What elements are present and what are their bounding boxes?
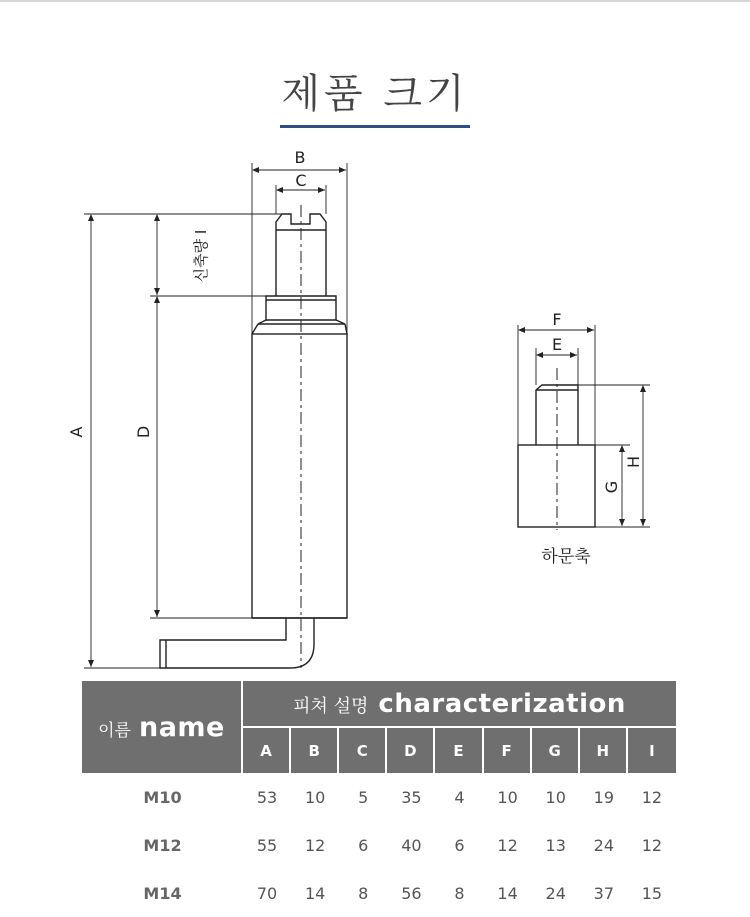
label-A: A [67, 426, 86, 438]
table-row [82, 773, 676, 821]
name-header-prefix: 이름 [98, 720, 131, 741]
char-header-prefix: 피쳐 설명 [293, 695, 369, 717]
column-header: A [243, 728, 291, 773]
table-cell: 12 [641, 835, 663, 855]
column-header: C [339, 728, 387, 773]
label-H: H [624, 455, 643, 469]
table-body [82, 773, 676, 917]
table-cell: 12 [304, 835, 326, 855]
table-cell: 15 [641, 883, 663, 903]
table-cell: 14 [304, 883, 326, 903]
row-name: M12 [143, 835, 182, 855]
table-cell: 10 [545, 787, 566, 807]
char-header [243, 681, 676, 728]
page-title: 제품 크기 [281, 71, 469, 117]
table-cell: 53 [256, 787, 278, 807]
table-cell: 37 [593, 883, 614, 903]
side-dimension-lines [518, 325, 650, 527]
dimension-lines [84, 163, 347, 668]
table-cell: 12 [497, 835, 518, 855]
label-F: F [552, 310, 562, 329]
column-header: H [580, 728, 628, 773]
table-cell: 10 [497, 787, 518, 807]
table-cell: 6 [454, 835, 465, 855]
table-cell: 10 [304, 787, 326, 807]
table-cell: 12 [641, 787, 663, 807]
table-cell: 8 [454, 883, 465, 903]
table-cell: 70 [256, 883, 278, 903]
spec-table-container [82, 681, 676, 917]
table-cell: 24 [545, 883, 566, 903]
table-cell: 14 [497, 883, 518, 903]
column-header: G [532, 728, 580, 773]
table-cell: 13 [545, 835, 566, 855]
name-header-main: name [138, 711, 225, 743]
pin-outline [160, 214, 347, 668]
column-header: I [628, 728, 676, 773]
label-C: C [295, 171, 307, 190]
table-cell: 8 [358, 883, 369, 903]
table-cell: 5 [358, 787, 369, 807]
label-E: E [551, 335, 563, 354]
label-G: G [602, 480, 621, 494]
label-I: 신축량 I [192, 229, 210, 283]
row-name: M14 [143, 883, 182, 903]
table-cell: 19 [593, 787, 614, 807]
table-cell: 6 [358, 835, 369, 855]
column-header: D [387, 728, 435, 773]
label-B: B [294, 148, 306, 167]
side-caption: 하문축 [541, 547, 591, 567]
column-header: E [435, 728, 483, 773]
spec-table [82, 681, 676, 917]
table-cell: 4 [454, 787, 465, 807]
table-cell: 55 [256, 835, 278, 855]
table-cell: 35 [401, 787, 422, 807]
name-header [82, 681, 243, 773]
label-D: D [134, 425, 153, 439]
char-header-main: characterization [378, 688, 626, 719]
table-cell: 56 [401, 883, 422, 903]
row-name: M10 [143, 787, 182, 807]
column-header: B [291, 728, 339, 773]
table-cell: 40 [401, 835, 422, 855]
table-cell: 24 [593, 835, 614, 855]
column-header: F [484, 728, 532, 773]
table-row [82, 821, 676, 869]
